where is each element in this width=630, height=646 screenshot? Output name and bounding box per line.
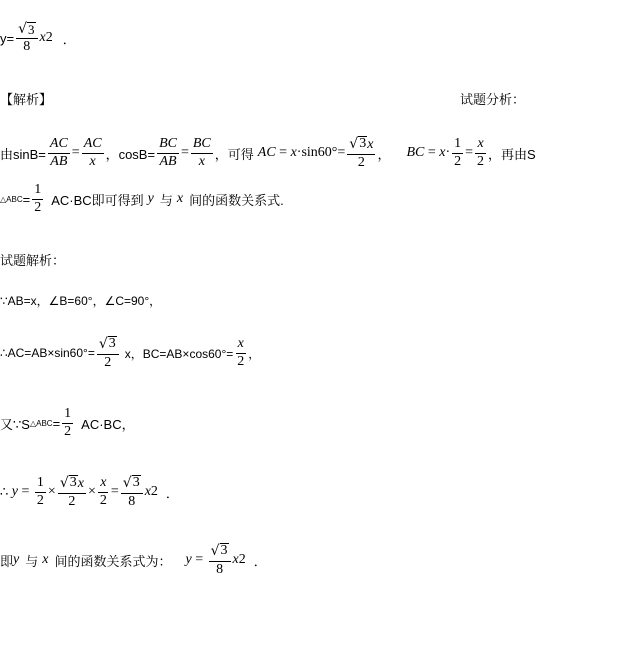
analysis-header: 【解析】 [0, 92, 53, 107]
section-label [0, 89, 52, 108]
step-3: 又∵S △ABC = $\frac{1}{2}$ AC·BC， [0, 406, 135, 439]
analysis-formula-line: 由sinB= $\frac{AC}{AB}$ = $\frac{AC}{x}$ ，cosB= $\frac{BC}{AB}$ = $\frac{BC}{x}$ ，可得 AC = x ·sin60°= √ 3 x 2 ， BC = x · $\frac{1}{2}$ = $\frac{x}{2}$ ，再由S [0, 136, 536, 170]
answer-fraction: √ 3 8 [16, 22, 37, 54]
solution-label: 试题解析： [0, 253, 66, 268]
step-1: ∵AB=x，∠B=60°，∠C=90°， [0, 294, 162, 308]
step-4: ∴ y = $\frac{1}{2}$ × √ 3 x 2 × $\frac{x}{2}$ = √ 3 8 x 2 ． [0, 475, 179, 509]
analysis-label: 试题分析： [460, 92, 526, 107]
step-5: 即 y 与 x 间的函数关系式为： y = √ 3 8 x 2 ． [0, 543, 267, 577]
answer-line: y= √ 3 8 x 2 ． [0, 21, 76, 54]
answer-lhs: y= [0, 30, 15, 46]
analysis-formula-line-2: △ABC = $\frac{1}{2}$ AC·BC即可得到 y 与 x 间的函数关系式. [0, 182, 284, 215]
step-2: ∴AC=AB×sin60°= √ 3 2 x，BC=AB×cos60°= $\frac{x}{2}$ ， [0, 336, 261, 370]
